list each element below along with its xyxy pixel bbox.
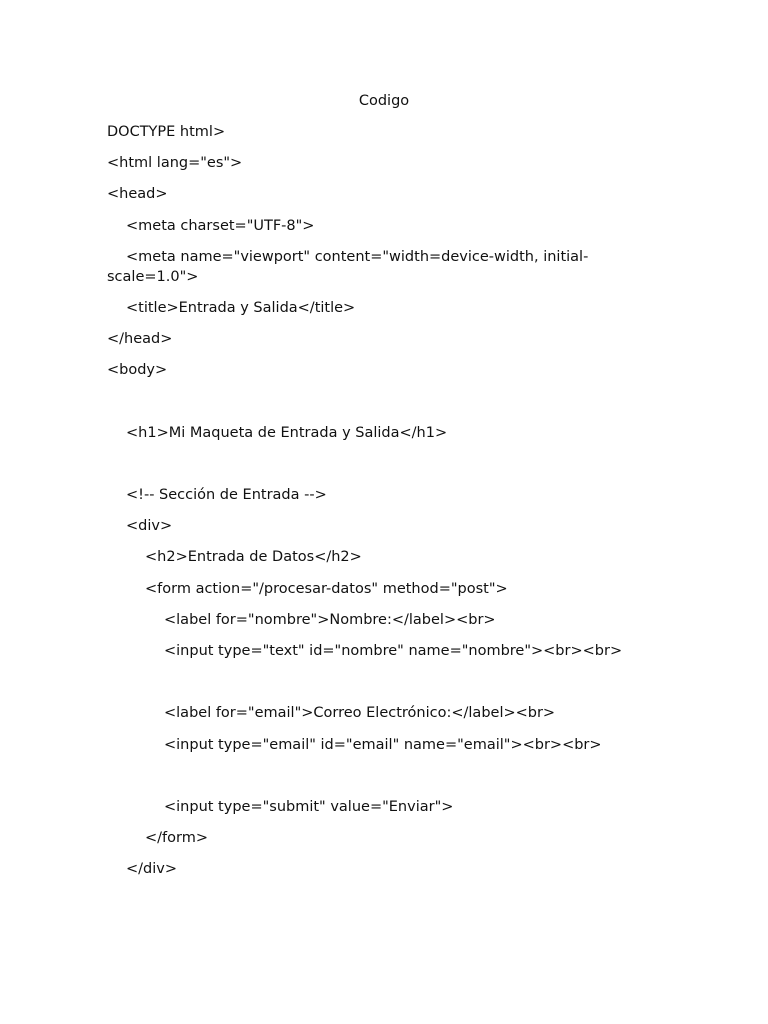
code-line: <meta name="viewport" content="width=device-width, initial-scale=1.0"> (107, 248, 589, 285)
blank-line (107, 392, 637, 412)
code-line: <input type="text" id="nombre" name="nombre"><br><br> (164, 643, 623, 659)
code-line: <label for="nombre">Nombre:</label><br> (164, 611, 496, 628)
code-line: <html lang="es"> (107, 155, 243, 172)
code-line: </div> (126, 861, 177, 878)
code-line: <div> (126, 518, 173, 535)
blank-line (107, 672, 637, 692)
code-line: <label for="email">Correo Electrónico:</label><br> (164, 705, 556, 722)
code-line: <head> (107, 186, 168, 203)
code-line: <!-- Sección de Entrada --> (126, 487, 327, 504)
code-line: <input type="submit" value="Enviar"> (164, 798, 454, 815)
code-line: <body> (107, 362, 168, 379)
code-line: <form action="/procesar-datos" method="post"> (145, 580, 508, 597)
blank-line (107, 454, 637, 474)
code-line: <h2>Entrada de Datos</h2> (145, 549, 362, 566)
code-line: </head> (107, 331, 173, 348)
code-line: <input type="email" id="email" name="email"><br><br> (164, 736, 602, 753)
code-line: <title>Entrada y Salida</title> (126, 299, 356, 316)
code-line: <h1>Mi Maqueta de Entrada y Salida</h1> (126, 424, 448, 441)
code-line: DOCTYPE html> (107, 124, 226, 140)
code-line: <meta charset="UTF-8"> (126, 217, 315, 234)
code-listing (107, 122, 637, 891)
code-line: </form> (145, 830, 208, 847)
blank-line (107, 766, 637, 786)
document-title: Codigo (358, 93, 410, 109)
